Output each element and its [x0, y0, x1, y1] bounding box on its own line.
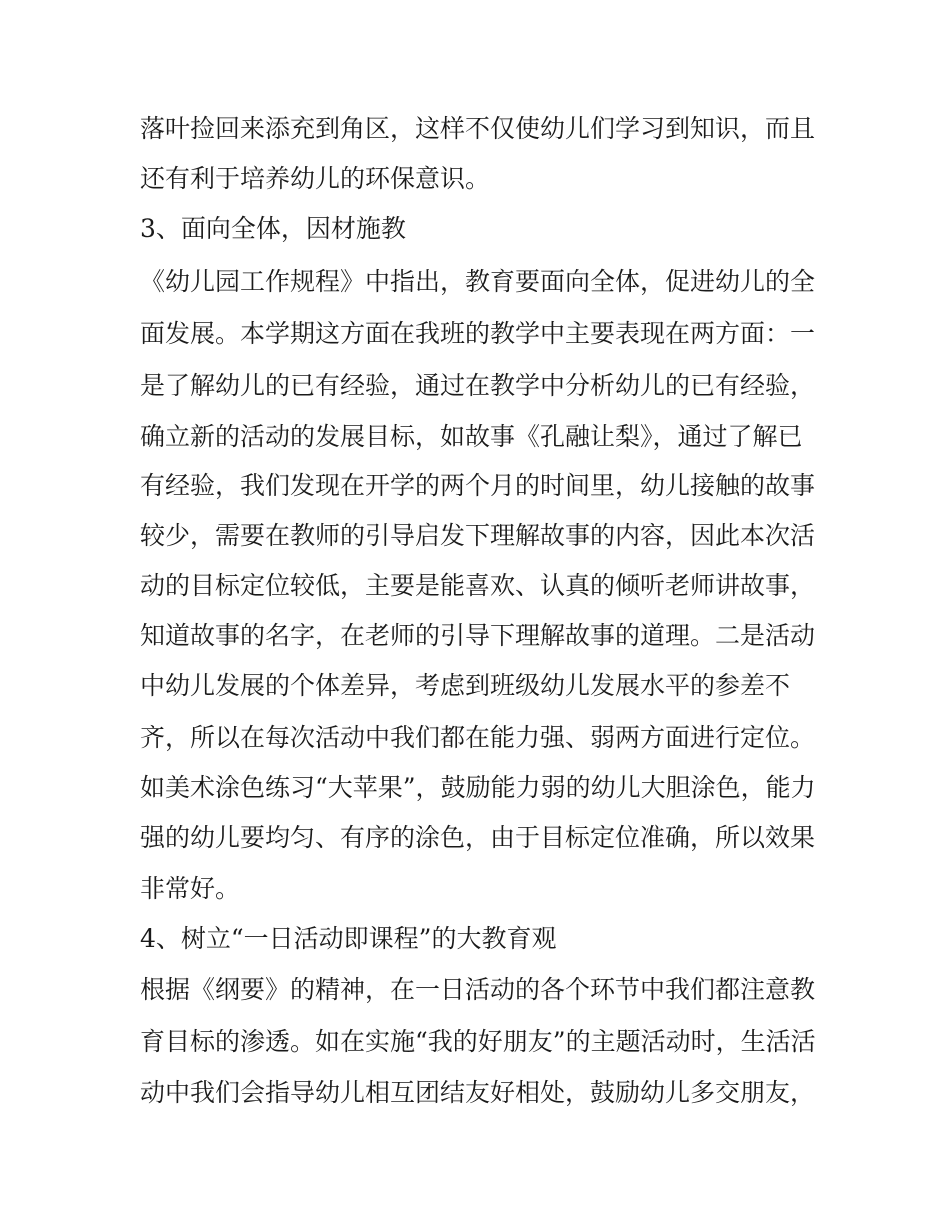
section-heading: 3、面向全体，因材施教 [140, 214, 406, 243]
text-line: 动的目标定位较低，主要是能喜欢、认真的倾听老师讲故事， [140, 571, 816, 600]
text-line: 根据《纲要》的精神，在一日活动的各个环节中我们都注意教 [140, 975, 816, 1004]
text-line: 落叶捡回来添充到角区，这样不仅使幼儿们学习到知识，而且 [140, 114, 816, 143]
text-line: 较少，需要在教师的引导启发下理解故事的内容，因此本次活 [140, 521, 816, 550]
text-line: 面发展。本学期这方面在我班的教学中主要表现在两方面：一 [140, 319, 816, 348]
text-line: 有经验，我们发现在开学的两个月的时间里，幼儿接触的故事 [140, 471, 816, 500]
text-line: 知道故事的名字，在老师的引导下理解故事的道理。二是活动 [140, 621, 816, 650]
text-line: 非常好。 [140, 874, 241, 903]
text-line: 确立新的活动的发展目标，如故事《孔融让梨》，通过了解已 [140, 422, 803, 451]
text-line: 中幼儿发展的个体差异，考虑到班级幼儿发展水平的参差不 [140, 671, 791, 700]
text-line: 如美术涂色练习“大苹果”，鼓励能力弱的幼儿大胆涂色，能力 [140, 773, 816, 802]
text-line: 是了解幼儿的已有经验，通过在教学中分析幼儿的已有经验， [140, 371, 816, 400]
text-line: 《幼儿园工作规程》中指出，教育要面向全体，促进幼儿的全 [140, 267, 816, 296]
text-line: 还有利于培养幼儿的环保意识。 [140, 164, 491, 193]
text-line: 育目标的渗透。如在实施“我的好朋友”的主题活动时，生活活 [140, 1027, 816, 1056]
section-heading: 4、树立“一日活动即课程”的大教育观 [140, 924, 557, 953]
text-line: 齐，所以在每次活动中我们都在能力强、弱两方面进行定位。 [140, 723, 816, 752]
text-line: 动中我们会指导幼儿相互团结友好相处，鼓励幼儿多交朋友， [140, 1078, 816, 1107]
text-line: 强的幼儿要均匀、有序的涂色，由于目标定位准确，所以效果 [140, 823, 816, 852]
